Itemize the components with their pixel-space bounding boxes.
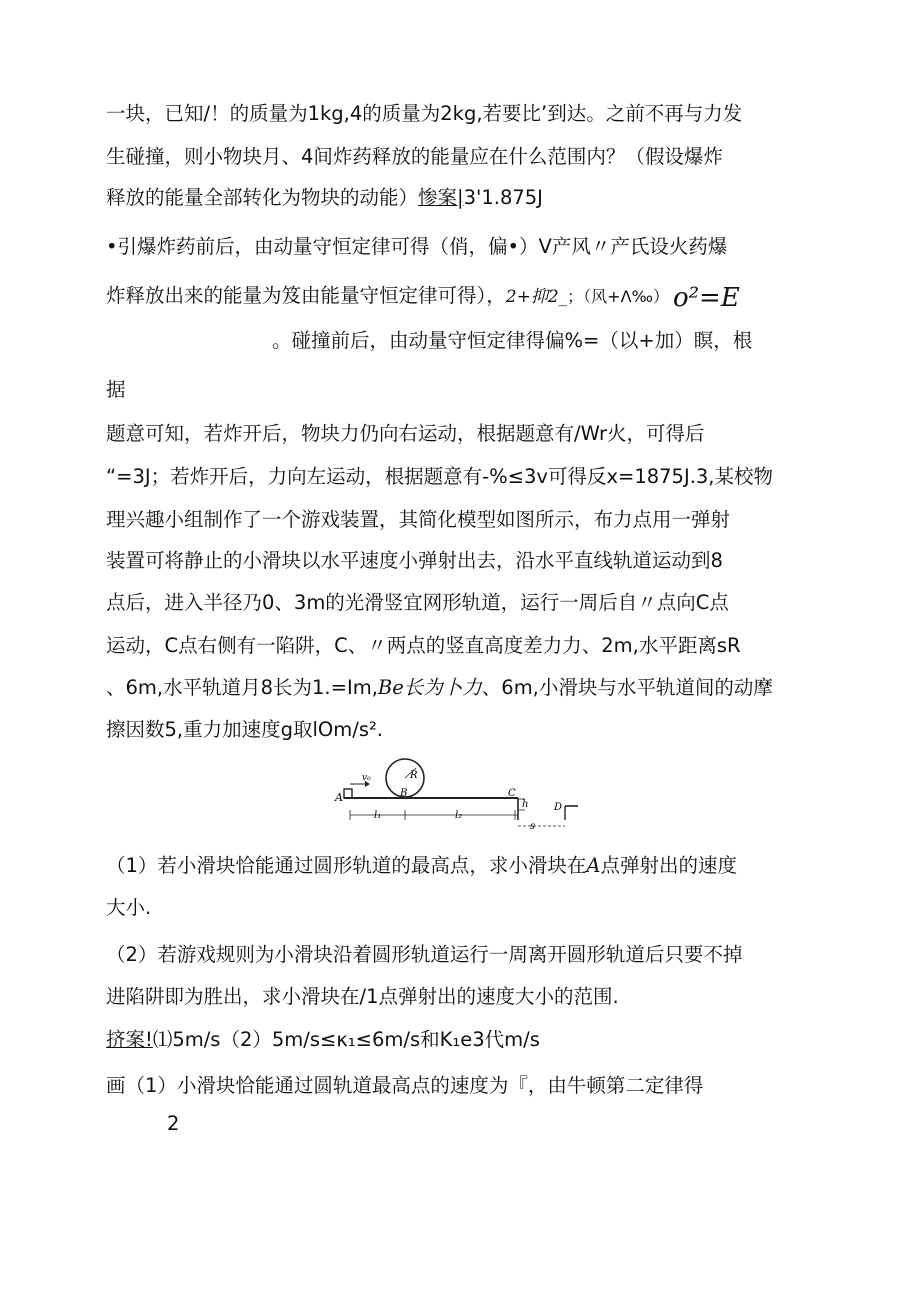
text-line-12: 点后，进入半径乃0、3m的光滑竖宜网形轨道，运行一周后自〃点向C点: [106, 591, 729, 614]
text-line-14-ital: Be长为卜力: [377, 676, 482, 699]
label-c: C: [508, 788, 516, 799]
label-h: h: [522, 799, 529, 810]
label-s: s: [530, 821, 536, 832]
launcher-block: [344, 789, 352, 798]
formula-b: o²=E: [672, 283, 740, 313]
text-line-1: 一块，已知/！的质量为1kg,4的质量为2kg,若要比’到达。之前不再与力发: [106, 102, 743, 125]
question-1-line-2: 大小.: [106, 896, 152, 919]
answer-label: 惨案|: [418, 186, 464, 209]
text-line-14-pre: 、6m,水平轨道月8长为1.=Im,: [106, 676, 378, 699]
question-2-line-1: （2）若游戏规则为小滑块沿着圆形轨道运行一周离开圆形轨道后只要不掉: [106, 943, 743, 966]
label-r: R: [410, 770, 418, 781]
text-line-13: 运动，C点右侧有一陷阱，C、〃两点的竖直高度差力力、2m,水平距离sR: [106, 634, 741, 657]
text-line-3-pre: 释放的能量全部转化为物块的动能）: [106, 186, 419, 209]
text-line-3: [106, 185, 543, 211]
label-d: D: [554, 802, 563, 813]
text-line-6: 。碰撞前后，由动量守恒定律得偏%=（以+加）瞑，根: [272, 329, 753, 352]
answer-2-text: ⑴5m/s（2）5m∕s≤κ₁≤6m/s和K₁e3代m/s: [152, 1028, 540, 1051]
track-diagram: [330, 758, 590, 840]
text-line-15: 擦因数5,重力加速度g取lOm∕s².: [106, 718, 383, 741]
answer-value: 3'1.875J: [463, 186, 543, 209]
text-line-14-post: 、6m,小滑块与水平轨道间的动摩: [481, 676, 773, 699]
solution-line: 画（1）小滑块恰能通过圆轨道最高点的速度为『，由牛顿第二定律得: [106, 1074, 704, 1097]
formula-a: 2+抑2_: [505, 287, 568, 307]
answer-2-line: [106, 1027, 540, 1053]
text-line-5-pre: 炸释放出来的能量为笈由能量守恒定律可得），: [106, 284, 506, 307]
label-l1: l₁: [374, 810, 382, 821]
text-line-10: 理兴趣小组制作了一个游戏装置，其简化模型如图所示，布力点用一弹射: [106, 508, 731, 531]
question-1-line-1: [106, 853, 737, 879]
label-l2: l₂: [455, 810, 463, 821]
question-1-ital: A: [586, 854, 601, 877]
label-v0: v₀: [362, 773, 371, 783]
text-line-5-mid: ；（风+Λ‰）: [567, 287, 669, 306]
question-1-pre: （1）若小滑块恰能通过圆形轨道的最高点，求小滑块在: [106, 854, 587, 877]
text-line-14: [106, 675, 773, 701]
text-line-2: 生碰撞，则小物块月、4间炸药释放的能量应在什么范围内？（假设爆炸: [106, 145, 723, 168]
text-line-8: 题意可知，若炸开后，物块力仍向右运动，根据题意有/Wr火，可得后: [106, 422, 705, 445]
page-number: 2: [167, 1112, 180, 1135]
text-line-9: “=3J；若炸开后，力向左运动，根据题意有-%≤3v可得反x=1875J.3,某校物: [106, 465, 774, 488]
text-line-4: •引爆炸药前后，由动量守恒定律可得（俏，偏•）V产风〃产氏设火药爆: [106, 235, 728, 258]
text-line-5: [106, 281, 740, 313]
question-1-post: 点弹射出的速度: [600, 854, 738, 877]
text-line-11: 装置可将静止的小滑块以水平速度小弹射出去，沿水平直线轨道运动到8: [106, 549, 723, 572]
label-b: B: [400, 788, 408, 799]
text-line-7: 据: [106, 378, 126, 401]
answer-2-label: 挤案!: [106, 1028, 153, 1051]
question-2-line-2: 进陷阱即为胜出，求小滑块在/1点弹射出的速度大小的范围.: [106, 985, 619, 1008]
label-a: A: [335, 791, 343, 804]
